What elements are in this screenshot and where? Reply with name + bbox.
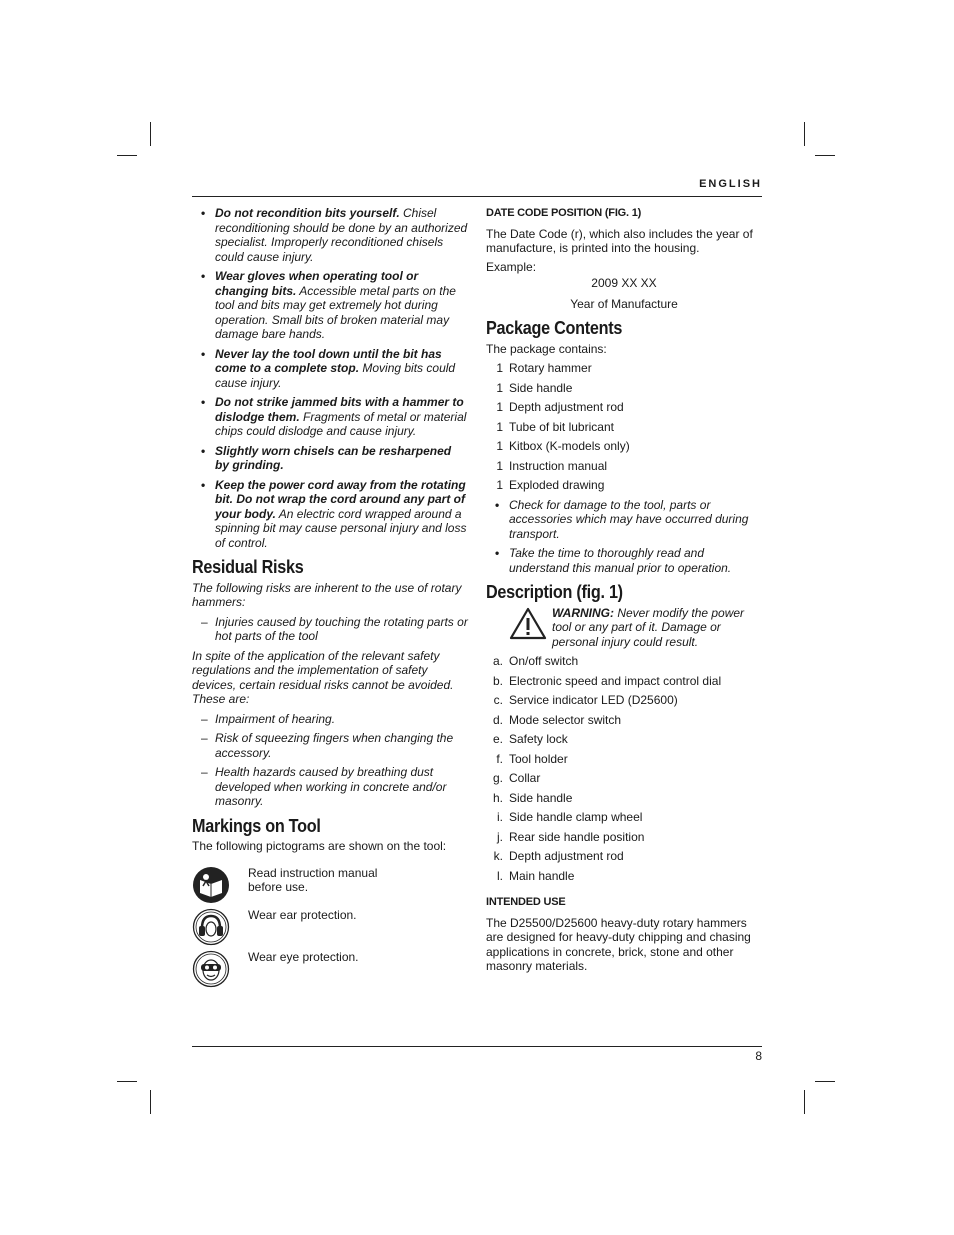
section-title-date-code: DATE CODE POSITION (FIG. 1) xyxy=(486,207,642,219)
pictogram-label: Wear eye protection. xyxy=(248,949,359,964)
list-item: f. Tool holder xyxy=(496,751,568,766)
date-code-caption: Year of Manufacture xyxy=(570,296,678,311)
language-label: ENGLISH xyxy=(699,178,762,190)
package-list xyxy=(486,361,762,493)
list-item: • Do not strike jammed bits with a hammer to dislodge them. Fragments of metal or material chips could dislodge and cause injury. xyxy=(192,395,468,439)
right-column xyxy=(486,206,762,974)
package-intro: The package contains: xyxy=(486,341,607,356)
eye-protection-icon xyxy=(192,950,230,988)
page-header xyxy=(192,178,762,197)
list-item: • Check for damage to the tool, parts or accessories which may have occurred during transport. xyxy=(486,498,762,542)
page-number: 8 xyxy=(755,1049,762,1063)
residual-risks-intro: The following risks are inherent to the use of rotary hammers: xyxy=(192,580,462,609)
list-item: h. Side handle xyxy=(492,790,573,805)
crop-mark xyxy=(150,122,151,146)
list-item: 1 Instruction manual xyxy=(496,458,608,473)
manual-icon xyxy=(192,866,230,904)
list-item: 1 Side handle xyxy=(496,380,573,395)
crop-mark xyxy=(815,1081,835,1082)
markings-intro: The following pictograms are shown on the tool: xyxy=(192,839,447,853)
list-item: j. Rear side handle position xyxy=(497,829,645,844)
intended-use-text: The D25500/D25600 heavy-duty rotary hammers are designed for heavy-duty chipping and chasing applications in concrete, brick, stone and other masonry materials. xyxy=(486,915,751,973)
crop-mark xyxy=(804,122,805,146)
list-item: – Impairment of hearing. xyxy=(192,712,468,727)
warning-text: WARNING: Never modify the power tool or any part of it. Damage or personal injury could result. xyxy=(552,605,745,649)
parts-list xyxy=(486,654,762,883)
list-item: 1 Depth adjustment rod xyxy=(496,400,624,414)
residual-risks-list-2 xyxy=(192,712,468,809)
list-item: 1 Kitbox (K-models only) xyxy=(496,439,630,453)
list-item: g. Collar xyxy=(492,771,541,785)
list-item: • Wear gloves when operating tool or changing bits. Accessible metal parts on the tool and bits may get extremely hot during operation. Small bits of broken material may damage bare hands. xyxy=(192,269,468,342)
crop-mark xyxy=(150,1090,151,1114)
list-item: • Slightly worn chisels can be resharpened by grinding. xyxy=(192,444,468,473)
list-item: 1 Tube of bit lubricant xyxy=(496,419,614,434)
list-item: c. Service indicator LED (D25600) xyxy=(493,693,678,707)
crop-mark xyxy=(117,1081,137,1082)
date-code-text: The Date Code (r), which also includes the year of manufacture, is printed into the housing. xyxy=(486,226,753,255)
crop-mark xyxy=(815,155,835,156)
pictogram-label: Read instruction manual xyxy=(248,865,378,880)
crop-mark xyxy=(117,155,137,156)
pictogram-label: Wear ear protection. xyxy=(248,907,357,922)
left-column xyxy=(192,206,468,992)
list-item: • Take the time to thoroughly read and understand this manual prior to operation. xyxy=(486,546,762,575)
section-title-intended-use: INTENDED USE xyxy=(486,896,566,908)
safety-bullet-list xyxy=(192,206,468,550)
pictogram-row xyxy=(192,866,468,904)
list-item: • Never lay the tool down until the bit has come to a complete stop. Moving bits could cause injury. xyxy=(192,347,468,391)
list-item: l. Main handle xyxy=(497,868,575,883)
list-item: i. Side handle clamp wheel xyxy=(497,810,643,824)
package-notes xyxy=(486,498,762,576)
date-code-example-label: Example: xyxy=(486,259,537,274)
residual-risks-list xyxy=(192,615,468,644)
list-item: • Do not recondition bits yourself. Chisel reconditioning should be done by an authorized specialist. Improperly reconditioned chisels could cause injury. xyxy=(192,206,468,264)
residual-risks-paragraph: In spite of the application of the relevant safety regulations and the implementation of safety devices, certain residual risks cannot be avoided. These are: xyxy=(192,648,454,706)
warning-block xyxy=(486,606,762,650)
warning-triangle-icon xyxy=(508,606,548,642)
list-item: – Health hazards caused by breathing dust developed when working in concrete and/or masonry. xyxy=(192,765,468,809)
section-title-residual-risks: Residual Risks xyxy=(192,557,304,577)
section-title-markings: Markings on Tool xyxy=(192,815,321,836)
page-footer xyxy=(192,1046,762,1063)
section-title-package-contents: Package Contents xyxy=(486,318,623,338)
list-item: 1 Rotary hammer xyxy=(496,361,592,375)
crop-mark xyxy=(804,1090,805,1114)
list-item: b. Electronic speed and impact control dial xyxy=(492,673,722,688)
list-item: e. Safety lock xyxy=(492,732,568,746)
section-title-description: Description (fig. 1) xyxy=(486,582,623,602)
list-item: k. Depth adjustment rod xyxy=(493,849,624,863)
list-item: d. Mode selector switch xyxy=(492,712,622,727)
pictogram-label: before use. xyxy=(248,880,309,894)
list-item: a. On/off switch xyxy=(492,654,579,668)
list-item: – Injuries caused by touching the rotating parts or hot parts of the tool xyxy=(192,615,468,644)
list-item: – Risk of squeezing fingers when changing the accessory. xyxy=(192,731,468,760)
pictogram-row xyxy=(192,950,468,988)
ear-protection-icon xyxy=(192,908,230,946)
list-item: 1 Exploded drawing xyxy=(496,478,605,492)
pictogram-row xyxy=(192,908,468,946)
list-item: • Keep the power cord away from the rotating bit. Do not wrap the cord around any part of your body. An electric cord wrapped around a spinning bit may cause personal injury and loss of control. xyxy=(192,478,468,551)
date-code-example: 2009 XX XX xyxy=(591,276,657,290)
